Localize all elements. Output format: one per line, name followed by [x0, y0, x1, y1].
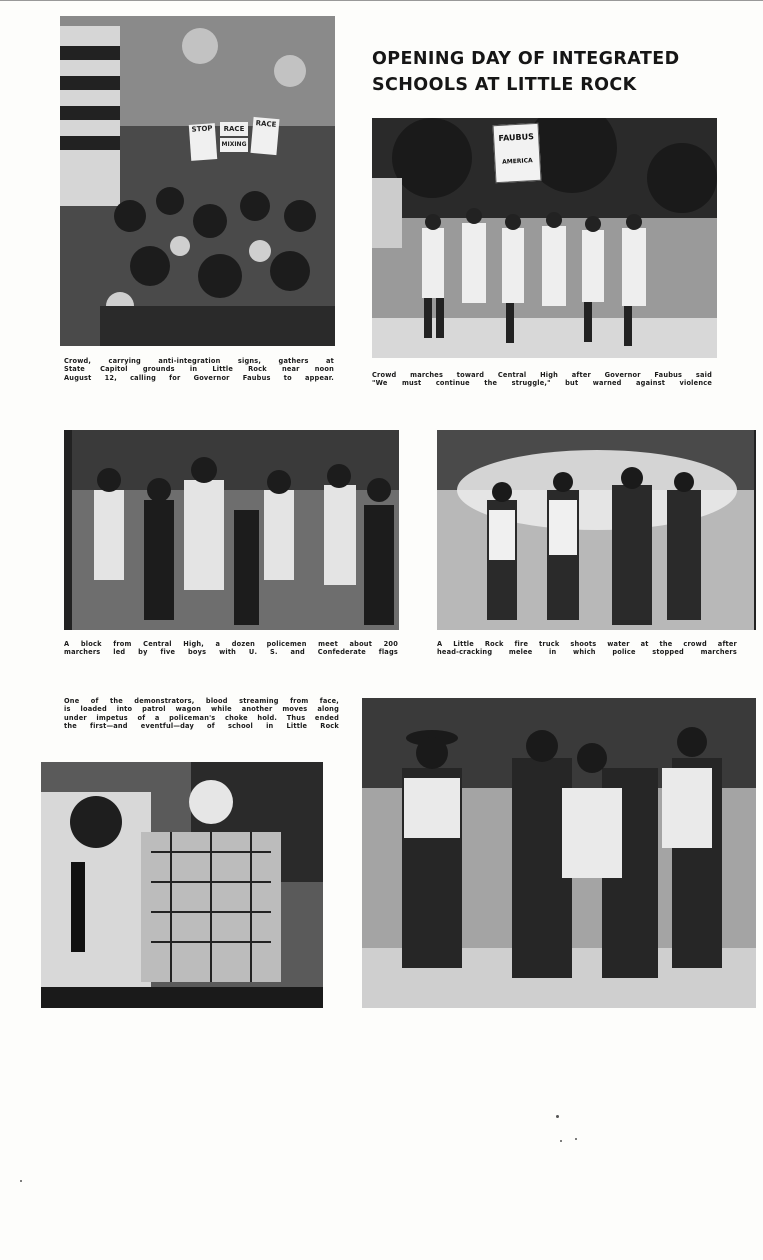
page-headline: OPENING DAY OF INTEGRATED SCHOOLS AT LITTLE ROCK — [372, 49, 680, 95]
speck — [20, 1180, 22, 1182]
top-edge-rule — [0, 0, 763, 1]
speck — [556, 1115, 559, 1118]
sign-stop: STOP — [189, 123, 217, 161]
photo-march-central-high — [372, 118, 717, 358]
caption-fire-truck-water: A Little Rock fire truck shoots water at the crowd after head-cracking melee in which police stopped marchers — [437, 640, 737, 657]
sign-race: RACE — [220, 122, 248, 136]
sign-faubus-text: FAUBUS — [498, 132, 535, 143]
caption-demonstrator-wagon: One of the demonstrators, blood streaming from face, is loaded into patrol wagon while another moves along under impetus of a policeman's choke hold. Thus ended the first—and eventful—day of school in Little Rock — [64, 697, 339, 731]
sign-america-text: AMERICA — [501, 157, 533, 166]
caption-march-central-high: Crowd marches toward Central High after Governor Faubus said "We must continue the struggle," but warned against violence — [372, 371, 712, 388]
photo-capitol-crowd — [60, 16, 335, 346]
photo-choke-hold — [362, 698, 756, 1008]
speck — [560, 1140, 562, 1142]
photo-demonstrator-bleeding — [41, 762, 323, 1008]
sign-mixing: MIXING — [220, 138, 248, 152]
caption-capitol-crowd: Crowd, carrying anti-integration signs, gathers at State Capitol grounds in Little Rock near noon August 12, calling for Governor Faubus to appear. — [64, 357, 334, 382]
sign-faubus — [493, 123, 542, 183]
right-edge-rule — [754, 430, 756, 630]
caption-policemen-marchers: A block from Central High, a dozen policemen meet about 200 marchers led by five boys with U. S. and Confederate flags — [64, 640, 398, 657]
speck — [575, 1138, 577, 1140]
sign-race-right: RACE — [250, 117, 279, 155]
photo-policemen-marchers — [64, 430, 399, 630]
photo-fire-truck-water — [437, 430, 755, 630]
